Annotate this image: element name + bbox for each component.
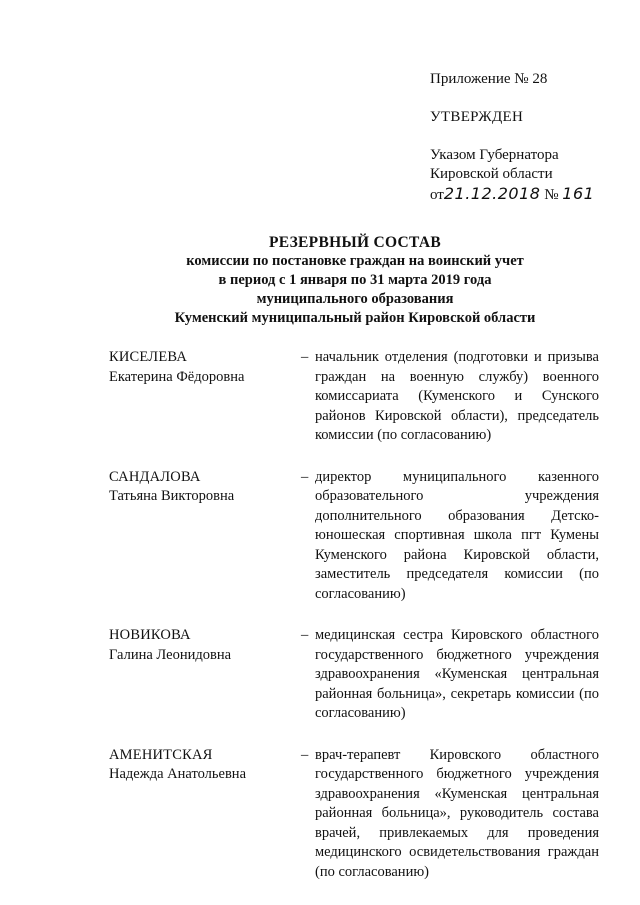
member-name	[109, 348, 289, 446]
dash-separator: –	[301, 349, 309, 365]
number-prefix: №	[544, 187, 559, 203]
decree-line-1: Указом Губернатора	[430, 147, 559, 163]
member-role: директор муниципального казенного образовательного учреждения дополнительного образования Детско-юношеская спортивная школа пгт Кумены Куменского района Кировской области, заместитель председателя комиссии (по согласованию)	[315, 468, 599, 602]
title-line-3: в период с 1 января по 31 марта 2019 года	[218, 272, 492, 288]
decree-line-2: Кировской области	[430, 166, 553, 182]
member-name	[109, 746, 289, 883]
approval-block	[430, 70, 630, 205]
decree-number: 161	[562, 184, 595, 203]
member-row	[109, 348, 599, 446]
dash-separator: –	[301, 746, 309, 763]
members-list	[109, 348, 599, 882]
member-row	[109, 468, 599, 605]
appendix-number: Приложение № 28	[430, 71, 548, 87]
member-given-name: Татьяна Викторовна	[109, 488, 235, 504]
member-name	[109, 626, 289, 724]
title-line-4: муниципального образования	[256, 291, 454, 307]
dash-separator: –	[301, 627, 309, 643]
approved-stamp: УТВЕРЖДЕН	[430, 109, 524, 125]
member-surname: САНДАЛОВА	[109, 468, 201, 485]
dash-separator: –	[301, 468, 309, 485]
member-given-name: Галина Леонидовна	[109, 646, 232, 663]
member-role: начальник отделения (подготовки и призыва граждан на военную службу) военного комиссариата (Куменского и Сунского районов Кировской области), председатель комиссии (по согласованию)	[315, 349, 599, 443]
title-line-2: комиссии по постановке граждан на воинский учет	[186, 253, 524, 269]
title-main: РЕЗЕРВНЫЙ СОСТАВ	[268, 234, 442, 251]
member-row	[109, 626, 599, 724]
member-surname: АМЕНИТСКАЯ	[109, 746, 213, 763]
member-given-name: Екатерина Фёдоровна	[109, 368, 245, 385]
member-surname: КИСЕЛЕВА	[109, 349, 188, 365]
date-prefix: от	[430, 187, 444, 203]
member-name	[109, 468, 289, 605]
decree-date-line	[430, 184, 630, 205]
member-surname: НОВИКОВА	[109, 627, 191, 643]
member-role: медицинская сестра Кировского областного государственного бюджетного учреждения здравоохранения «Куменская центральная районная больница», секретарь комиссии (по согласованию)	[315, 627, 599, 721]
member-given-name: Надежда Анатольевна	[109, 766, 246, 782]
document-title	[100, 233, 610, 328]
title-line-5: Куменский муниципальный район Кировской области	[174, 310, 536, 326]
member-role: врач-терапевт Кировского областного государственного бюджетного учреждения здравоохранения «Куменская центральная районная больница», руководитель состава врачей, привлекаемых для проведения медицинского освидетельствования граждан (по согласованию)	[315, 746, 599, 880]
decree-date: 21.12.2018	[443, 184, 541, 203]
member-row	[109, 746, 599, 883]
